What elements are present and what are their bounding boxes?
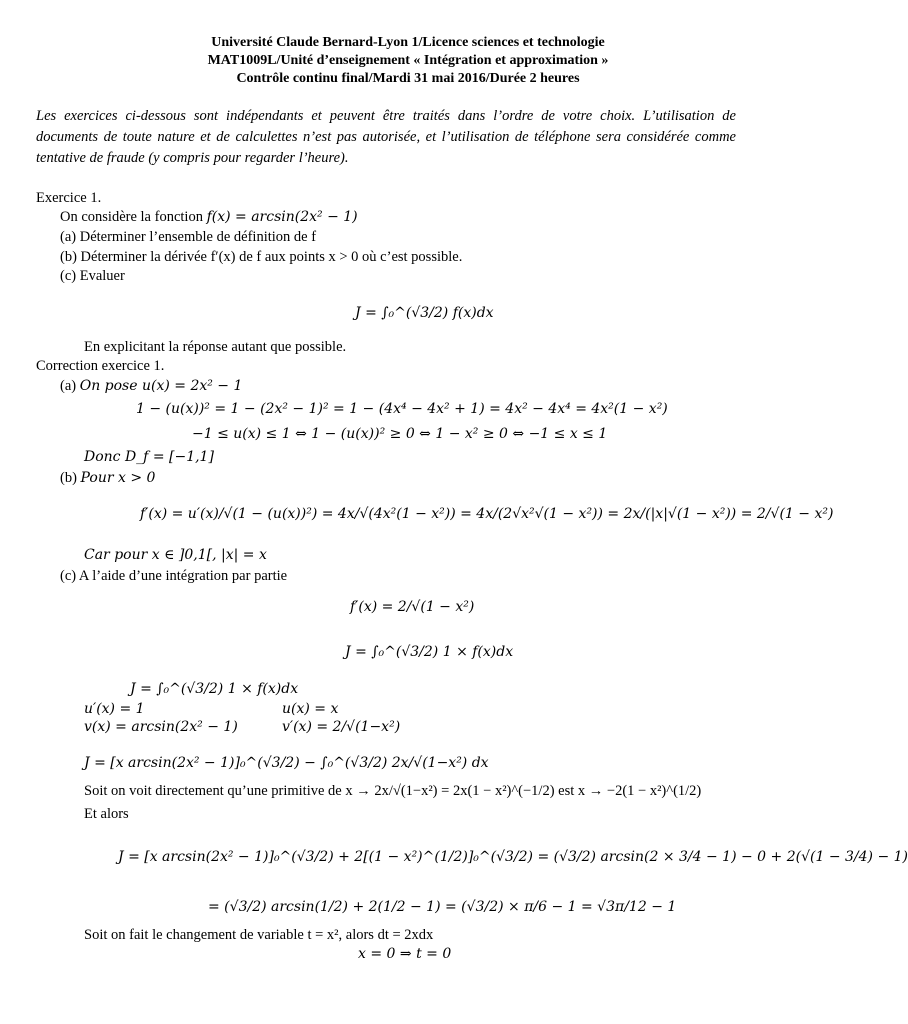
correction-title: Correction exercice 1.	[36, 358, 165, 374]
question-b	[60, 248, 462, 266]
correction-c-u: u(x) = x	[282, 701, 339, 717]
correction-a-equation-1: 1 − (u(x))² = 1 − (2x² − 1)² = 1 − (4x⁴ − 4x² + 1) = 4x² − 4x⁴ = 4x²(1 − x²)	[136, 401, 668, 417]
intro-paragraph: Les exercices ci-dessous sont indépendants et peuvent être traités dans l’ordre de votre choix. L’utilisation de documents de toute nature et de calculettes n’est pas autorisée, et l’utilisation de téléphone sera considérée comme tentative de fraude (y compris pour regarder l’heure).	[36, 108, 736, 166]
correction-c-primitive: Soit on voit directement qu’une primitive de x → 2x/√(1−x²) = 2x(1 − x²)^(−1/2) est x → −2(1 − x²)^(1/2)	[84, 783, 702, 799]
header-line-2: MAT1009L/Unité d’enseignement « Intégration et approximation »	[207, 53, 609, 68]
function-definition: f(x) = arcsin(2x² − 1)	[206, 209, 358, 225]
correction-c-uprime: u′(x) = 1	[84, 701, 145, 717]
statement-text: On considère la fonction	[60, 209, 203, 225]
question-c-label: (c)	[60, 268, 77, 284]
correction-a-label: (a)	[60, 378, 77, 394]
question-a-text: Déterminer l’ensemble de définition de f	[79, 229, 317, 245]
correction-c-integration-by-parts: J = [x arcsin(2x² − 1)]₀^(√3/2) − ∫₀^(√3/2) 2x/√(1−x²) dx	[84, 755, 489, 771]
correction-c-result-1: J = [x arcsin(2x² − 1)]₀^(√3/2) + 2[(1 − x²)^(1/2)]₀^(√3/2) = (√3/2) arcsin(2 × 3/4 − 1) − 0 + 2(√(1 − 3/4) − 1)	[118, 849, 908, 865]
correction-c-fprime: f′(x) = 2/√(1 − x²)	[350, 599, 475, 615]
question-b-text: Déterminer la dérivée f′(x) de f aux points x > 0 où c’est possible.	[80, 249, 463, 265]
header-line-3: Contrôle continu final/Mardi 31 mai 2016/Durée 2 heures	[236, 71, 580, 86]
correction-b-intro: Pour x > 0	[80, 470, 156, 486]
correction-c-intro: A l’aide d’une intégration par partie	[78, 568, 288, 584]
correction-a	[60, 377, 242, 395]
correction-a-equation-2: −1 ≤ u(x) ≤ 1 ⇔ 1 − (u(x))² ≥ 0 ⇔ 1 − x² ≥ 0 ⇔ −1 ≤ x ≤ 1	[192, 426, 608, 442]
correction-b	[60, 469, 155, 487]
question-c	[60, 267, 125, 285]
correction-c-vprime: v′(x) = 2/√(1−x²)	[282, 719, 401, 735]
question-c-text: Evaluer	[79, 268, 125, 284]
correction-c-bounds: x = 0 ⇒ t = 0	[358, 946, 452, 962]
correction-c-J: J = ∫₀^(√3/2) 1 × f(x)dx	[345, 644, 514, 660]
correction-c-and-then: Et alors	[84, 806, 129, 822]
correction-c-v: v(x) = arcsin(2x² − 1)	[84, 719, 238, 735]
exercise-title: Exercice 1.	[36, 190, 102, 206]
correction-b-derivative: f′(x) = u′(x)/√(1 − (u(x))²) = 4x/√(4x²(1 − x²)) = 4x/(2√x²√(1 − x²)) = 2x/(|x|√(1 − x²)) = 2/√(1 − x²)	[140, 506, 834, 522]
integral-J-definition: J = ∫₀^(√3/2) f(x)dx	[355, 305, 494, 321]
correction-a-intro: On pose u(x) = 2x² − 1	[79, 378, 243, 394]
correction-c	[60, 567, 287, 585]
correction-b-label: (b)	[60, 470, 77, 486]
correction-c-result-2: = (√3/2) arcsin(1/2) + 2(1/2 − 1) = (√3/2) × π/6 − 1 = √3π/12 − 1	[208, 899, 677, 915]
header-line-1: Université Claude Bernard-Lyon 1/Licence sciences et technologie	[211, 35, 605, 50]
correction-b-abs-note: Car pour x ∈ ]0,1[, |x| = x	[84, 547, 267, 563]
correction-c-change-of-variable: Soit on fait le changement de variable t = x², alors dt = 2xdx	[84, 927, 434, 943]
question-b-label: (b)	[60, 249, 77, 265]
question-a	[60, 228, 316, 246]
question-a-label: (a)	[60, 229, 77, 245]
exercise-statement	[60, 208, 358, 226]
correction-a-domain: Donc D_f = [−1,1]	[84, 449, 214, 465]
exercise-closing: En explicitant la réponse autant que possible.	[84, 339, 347, 355]
correction-c-J-again: J = ∫₀^(√3/2) 1 × f(x)dx	[130, 681, 299, 697]
correction-c-label: (c)	[60, 568, 77, 584]
